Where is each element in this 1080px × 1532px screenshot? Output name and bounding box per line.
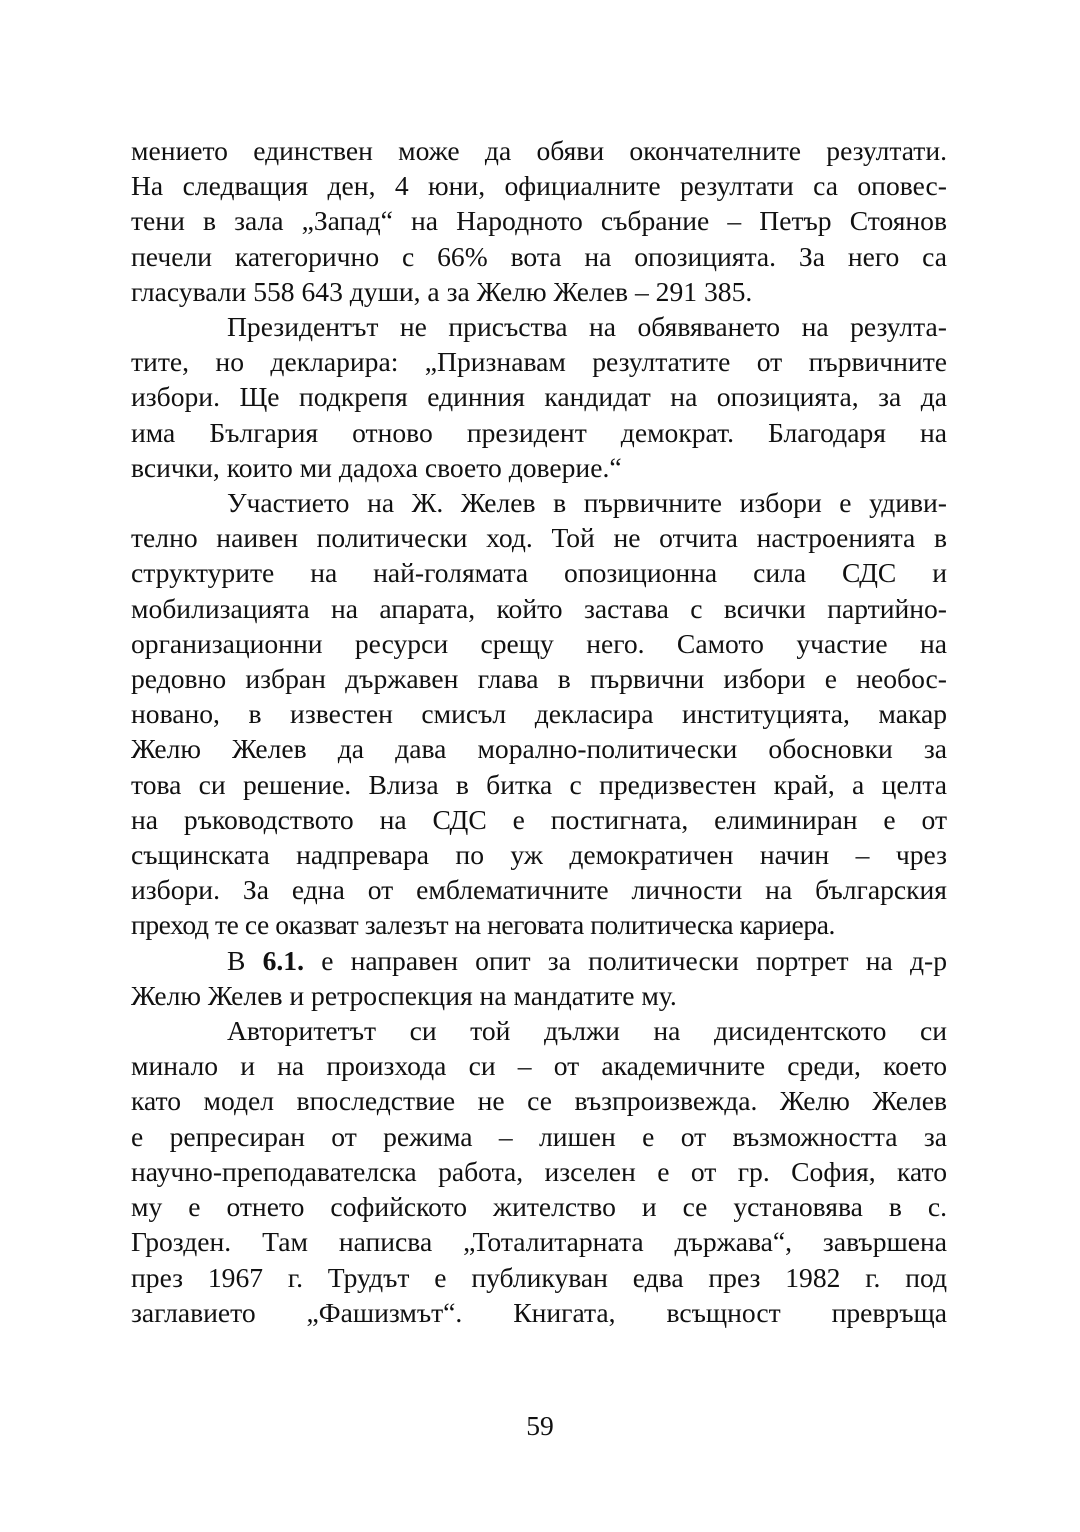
text-line: като модел впоследствие не се възпроизвежда. Желю Желев xyxy=(131,1085,947,1117)
paragraph-section-reference xyxy=(131,943,947,1013)
text-line: минало и на произхода си – от академичните среди, което xyxy=(131,1050,947,1082)
text-line: тени в зала „Запад“ на Народното събрание – Петър Стоянов xyxy=(131,205,947,237)
text-line: избори. За една от емблематичните личности на българския xyxy=(131,874,947,906)
section-reference-bold: 6.1. xyxy=(262,944,304,976)
text-line: преход те се оказват залезът на неговата политическа кариера. xyxy=(131,909,835,941)
text-line: Участието на Ж. Желев в първичните избори е удиви- xyxy=(227,487,947,519)
text-line: мобилизацията на апарата, който застава с всички партийно- xyxy=(131,592,947,624)
text-line: заглавието „Фашизмът“. Книгата, всъщност превръща xyxy=(131,1296,947,1328)
text-line: мението единствен може да обяви окончателните резултати. xyxy=(131,135,947,166)
paragraph-results xyxy=(131,133,947,309)
text-line: Желю Желев да дава морално-политически обосновки за xyxy=(131,733,947,765)
text-line: това си решение. Влиза в битка с предизвестен край, а целта xyxy=(131,768,947,800)
text-line: На следващия ден, 4 юни, официалните резултати са оповес- xyxy=(131,170,947,202)
text-line: Желю Желев и ретроспекция на мандатите му. xyxy=(131,979,677,1011)
text-line: Авторитетът си той дължи на дисидентското си xyxy=(227,1015,947,1047)
text-line: всички, които ми дадоха своето доверие.“ xyxy=(131,451,622,483)
page-number: 59 xyxy=(526,1410,554,1441)
text-line: същинската надпревара по уж демократичен начин – чрез xyxy=(131,839,947,871)
text-line: структурите на най-голямата опозиционна сила СДС и xyxy=(131,557,947,589)
text-line: гласували 558 643 души, а за Желю Желев – 291 385. xyxy=(131,275,753,307)
paragraph-authority xyxy=(131,1013,947,1330)
text-line: Грозден. Там написва „Тоталитарната държава“, завършена xyxy=(131,1226,947,1258)
paragraph-president-declaration xyxy=(131,309,947,485)
text-line: телно наивен политически ход. Той не отчита настроенията в xyxy=(131,522,947,554)
section-text: е направен опит за политически портрет на д-р xyxy=(304,944,947,976)
page-body xyxy=(131,133,947,1330)
text-line: научно-преподавателска работа, изселен е от гр. София, като xyxy=(131,1155,947,1187)
text-line: новано, в известен смисъл декласира институцията, макар xyxy=(131,698,947,730)
section-prefix: В xyxy=(227,944,263,976)
text-line: избори. Ще подкрепя единния кандидат на опозицията, за да xyxy=(131,381,947,413)
text-line: е репресиран от режима – лишен е от възможността за xyxy=(131,1120,947,1152)
text-line xyxy=(131,943,947,978)
paragraph-participation-analysis xyxy=(131,485,947,943)
text-line: организационни ресурси срещу него. Самото участие на xyxy=(131,627,947,659)
text-line: на ръководството на СДС е постигната, елиминиран е от xyxy=(131,803,947,835)
text-line: редовно избран държавен глава в първични избори е необос- xyxy=(131,663,947,695)
text-line: печели категорично с 66% вота на опозицията. За него са xyxy=(131,240,947,272)
text-line: през 1967 г. Трудът е публикуван едва през 1982 г. под xyxy=(131,1261,947,1293)
text-line: има България отново президент демократ. Благодаря на xyxy=(131,416,947,448)
text-line: Президентът не присъства на обявяването на резулта- xyxy=(227,311,947,343)
text-line: тите, но декларира: „Признавам резултатите от първичните xyxy=(131,346,947,378)
text-line: му е отнето софийското жителство и се установява в с. xyxy=(131,1191,947,1223)
